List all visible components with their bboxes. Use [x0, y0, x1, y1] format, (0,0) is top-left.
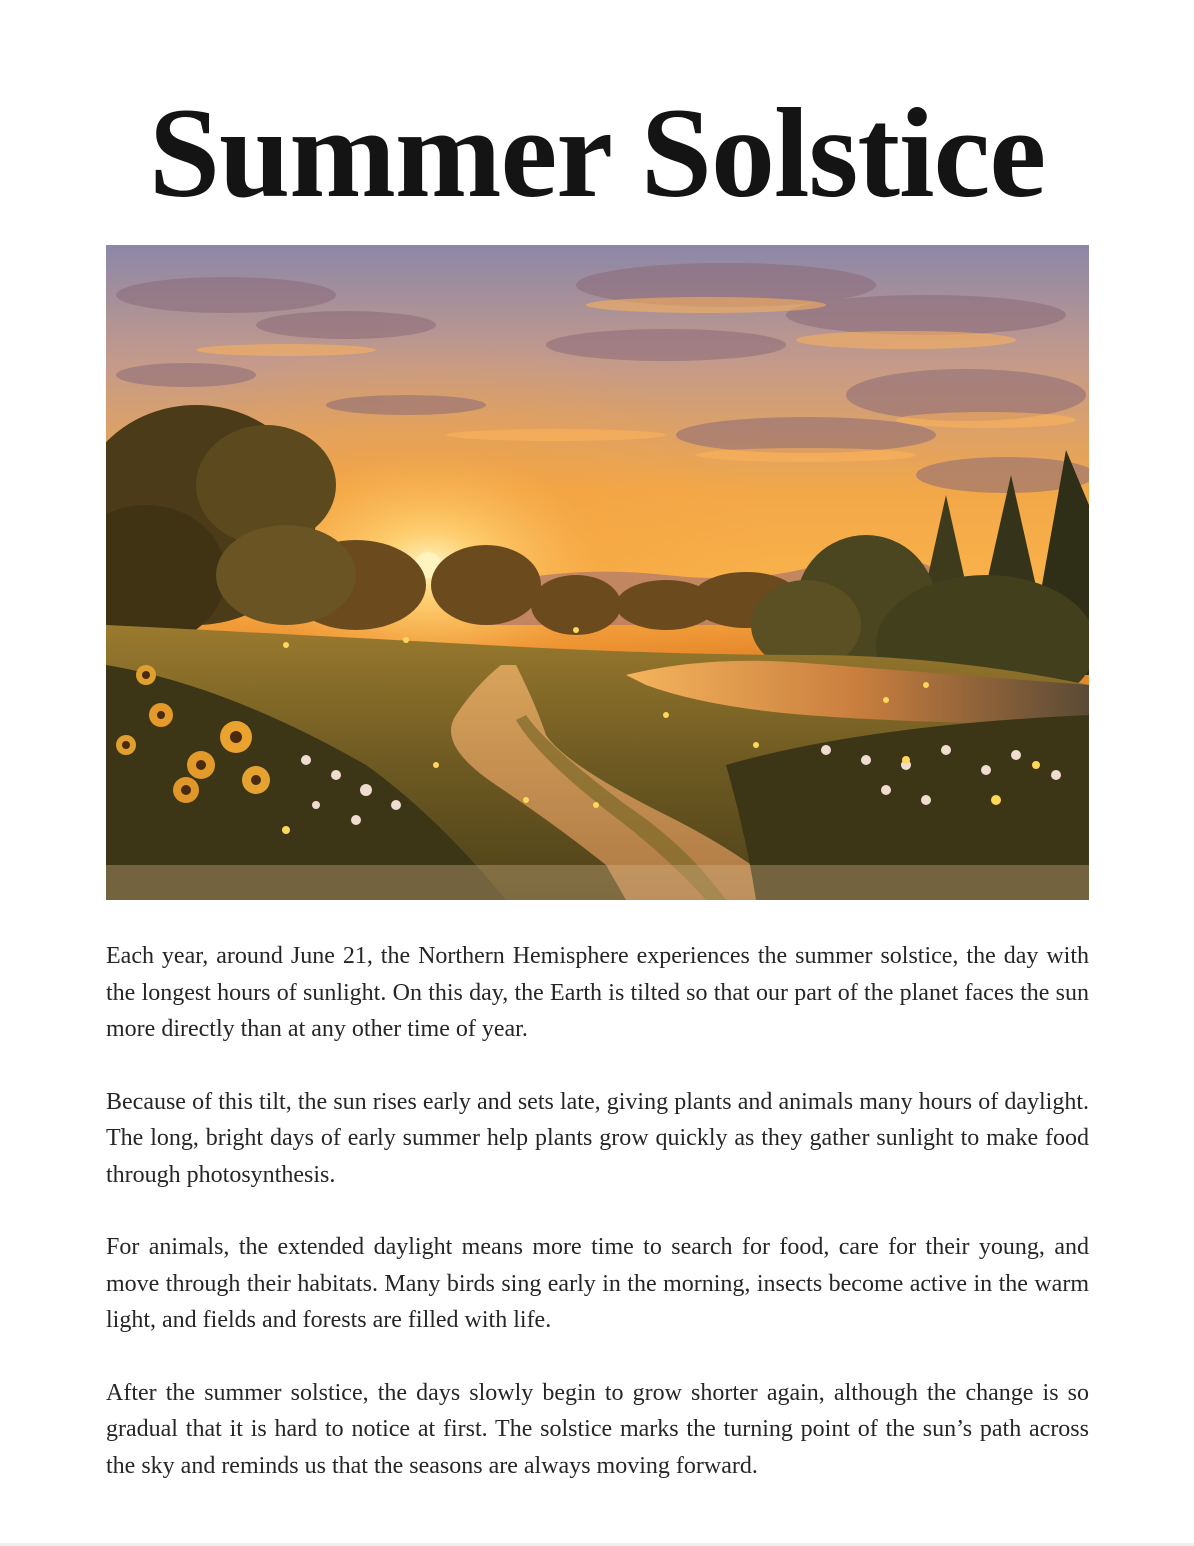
bottom-fade — [106, 865, 1089, 900]
sunset-illustration-svg — [106, 245, 1089, 900]
article-body — [106, 938, 1089, 1520]
page-title: Summer Solstice — [148, 82, 1046, 224]
paragraph-2: Because of this tilt, the sun rises early and sets late, giving plants and animals many hours of daylight. The long, bright days of early summer help plants grow quickly as they gather sunlight to make food through photosynthesis. — [106, 1088, 1089, 1188]
paragraph-3: For animals, the extended daylight means more time to search for food, care for their young, and move through their habitats. Many birds sing early in the morning, insects become active in the warm light, and fields and forests are filled with life. — [106, 1234, 1089, 1333]
paragraph-1: Each year, around June 21, the Northern Hemisphere experiences the summer solstice, the day with the longest hours of sunlight. On this day, the Earth is tilted so that our part of the planet faces the sun more directly than at any other time of year. — [106, 943, 1089, 1042]
sunset-illustration — [106, 245, 1089, 900]
paragraph-4: After the summer solstice, the days slowly begin to grow shorter again, although the change is so gradual that it is hard to notice at first. The solstice marks the turning point of the sun’s path across the sky and reminds us that the seasons are always moving forward. — [106, 1379, 1089, 1479]
